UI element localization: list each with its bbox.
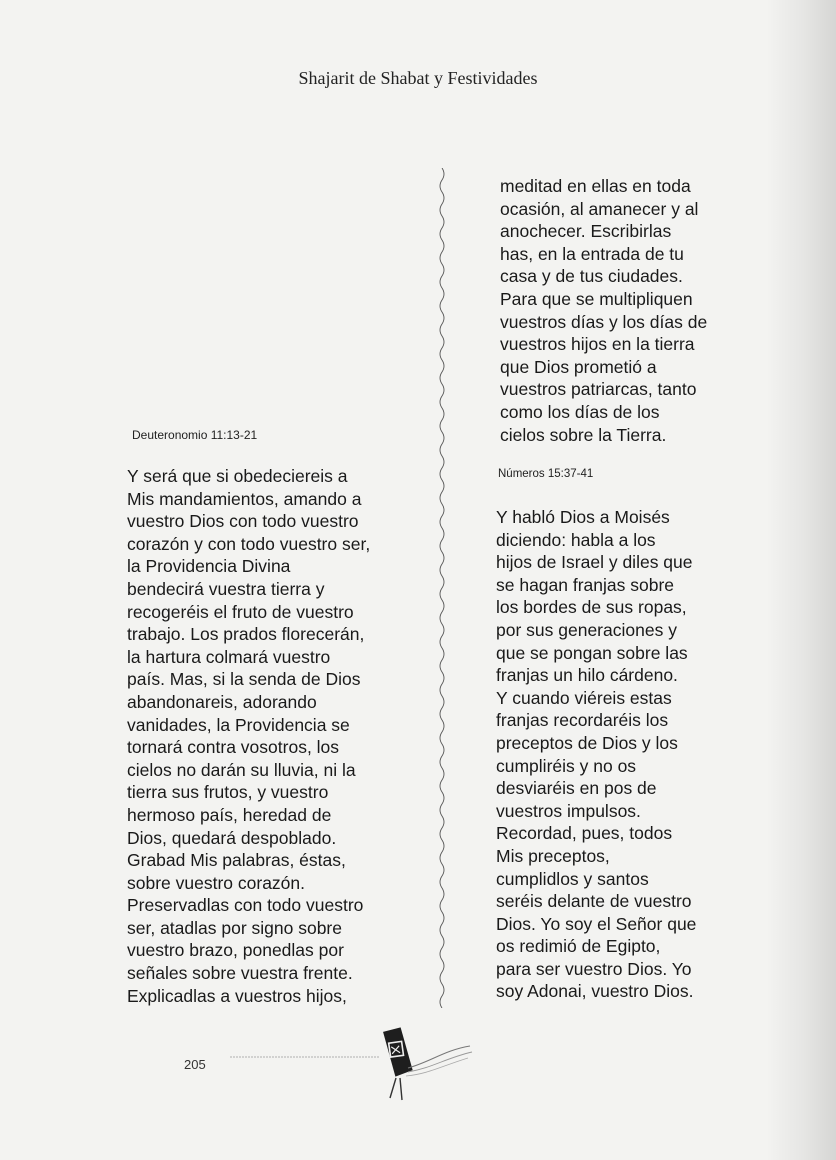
text-line: Mis mandamientos, amando a: [127, 488, 362, 509]
text-line: vuestros impulsos.: [496, 800, 641, 821]
text-line: la Providencia Divina: [127, 556, 291, 577]
text-line: Preservadlas con todo vuestro: [127, 895, 364, 916]
text-line: hijos de Israel y diles que: [496, 552, 693, 573]
text-line: vuestro brazo, ponedlas por: [127, 940, 344, 961]
text-line: Dios. Yo soy el Señor que: [496, 913, 697, 934]
text-line: vuestros días y los días de: [500, 311, 708, 332]
text-line: franjas un hilo cárdeno.: [496, 665, 678, 686]
left-column-text: [127, 465, 427, 1007]
text-line: corazón y con todo vuestro ser,: [127, 533, 371, 554]
text-line: anochecer. Escribirlas: [500, 221, 672, 242]
text-line: cielos sobre la Tierra.: [500, 424, 667, 445]
text-line: Mis preceptos,: [496, 845, 610, 866]
text-line: vanidades, la Providencia se: [127, 714, 350, 735]
text-line: os redimió de Egipto,: [496, 936, 661, 957]
text-line: Dios, quedará despoblado.: [127, 827, 337, 848]
text-line: tierra sus frutos, y vuestro: [127, 782, 329, 803]
text-line: los bordes de sus ropas,: [496, 597, 687, 618]
text-line: que Dios prometió a: [500, 356, 657, 377]
wavy-column-divider: [432, 168, 452, 1008]
page-header-title: Shajarit de Shabat y Festividades: [298, 68, 538, 88]
text-line: vuestro Dios con todo vuestro: [127, 511, 359, 532]
text-line: trabajo. Los prados florecerán,: [127, 624, 365, 645]
text-line: casa y de tus ciudades.: [500, 266, 683, 287]
text-line: ser, atadlas por signo sobre: [127, 917, 342, 938]
text-line: Y habló Dios a Moisés: [496, 507, 670, 527]
text-line: cumpliréis y no os: [496, 755, 637, 776]
scripture-reference-left: Deuteronomio 11:13-21: [132, 428, 258, 442]
text-line: vuestros patriarcas, tanto: [500, 379, 697, 400]
text-line: para ser vuestro Dios. Yo: [496, 958, 692, 979]
text-line: meditad en ellas en toda: [500, 176, 691, 196]
text-line: recogeréis el fruto de vuestro: [127, 601, 354, 622]
text-line: como los días de los: [500, 401, 660, 422]
text-line: diciendo: habla a los: [496, 529, 656, 550]
text-line: Recordad, pues, todos: [496, 823, 673, 844]
text-line: has, en la entrada de tu: [500, 243, 684, 264]
text-line: Y cuando viéreis estas: [496, 687, 672, 708]
page-edge-shadow: [766, 0, 836, 1160]
text-line: sobre vuestro corazón.: [127, 872, 306, 893]
text-line: la hartura colmará vuestro: [127, 646, 331, 667]
text-line: bendecirá vuestra tierra y: [127, 578, 325, 599]
text-line: vuestros hijos en la tierra: [500, 334, 695, 355]
text-line: Grabad Mis palabras, éstas,: [127, 850, 346, 871]
text-line: preceptos de Dios y los: [496, 732, 678, 753]
text-line: seréis delante de vuestro: [496, 891, 692, 912]
text-line: país. Mas, si la senda de Dios: [127, 669, 361, 690]
text-line: Explicadlas a vuestros hijos,: [127, 985, 347, 1006]
scripture-reference-right: Números 15:37-41: [498, 468, 594, 480]
text-line: Y será que si obedeciereis a: [127, 466, 348, 486]
text-line: soy Adonai, vuestro Dios.: [496, 981, 694, 1002]
text-line: cumplidlos y santos: [496, 868, 649, 889]
text-line: ocasión, al amanecer y al: [500, 198, 699, 219]
text-line: abandonareis, adorando: [127, 691, 317, 712]
text-line: por sus generaciones y: [496, 619, 677, 640]
right-column-text: [496, 506, 756, 1003]
text-line: desviaréis en pos de: [496, 778, 657, 799]
tefillin-ornament-icon: [180, 1020, 500, 1110]
text-line: tornará contra vosotros, los: [127, 737, 340, 758]
text-line: cielos no darán su lluvia, ni la: [127, 759, 356, 780]
text-line: Para que se multipliquen: [500, 288, 693, 309]
text-line: hermoso país, heredad de: [127, 804, 332, 825]
page-number: 205: [184, 1057, 206, 1072]
text-line: que se pongan sobre las: [496, 642, 688, 663]
text-line: franjas recordaréis los: [496, 710, 669, 731]
text-line: se hagan franjas sobre: [496, 574, 675, 595]
text-line: señales sobre vuestra frente.: [127, 963, 353, 984]
right-column-continuation: [500, 175, 760, 446]
